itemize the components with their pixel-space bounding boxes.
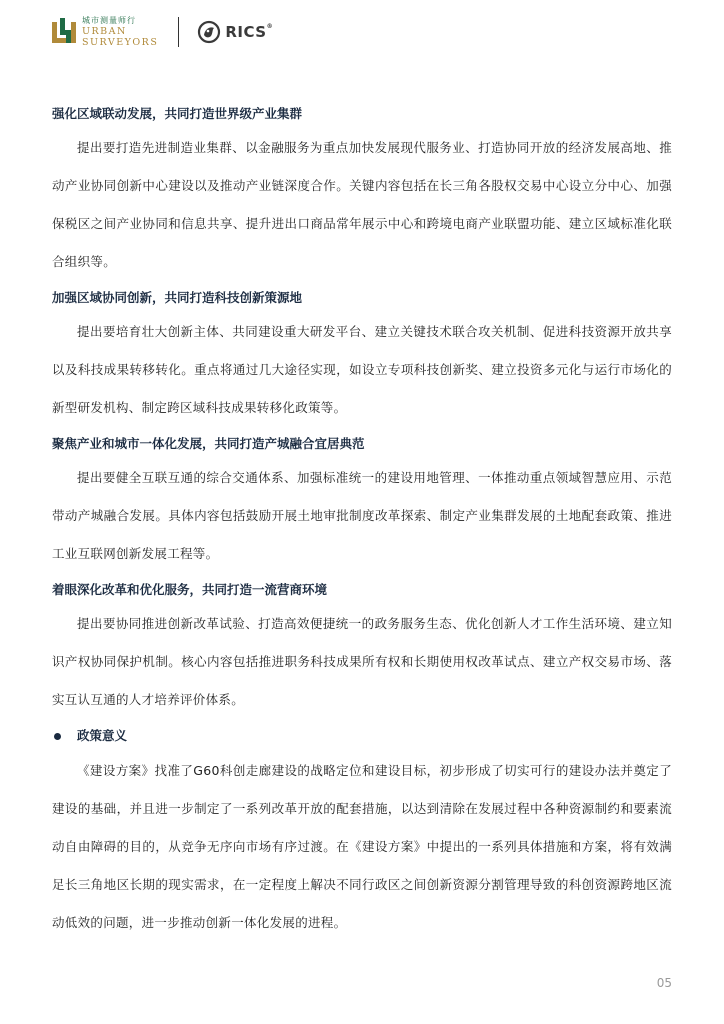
section-paragraph-3: 提出要健全互联互通的综合交通体系、加强标准统一的建设用地管理、一体推动重点领域智慧应用、示范带动产城融合发展。具体内容包括鼓励开展土地审批制度改革探索、制定产业集群发展的土地配套政策、推进工业互联网创新发展工程等。 [52,470,672,561]
header-divider [178,17,179,47]
rics-lion-icon [197,20,221,44]
bullet-heading-label: 政策意义 [77,728,128,743]
bullet-dot-icon [54,733,61,740]
policy-significance-paragraph: 《建设方案》找准了G60科创走廊建设的战略定位和建设目标，初步形成了切实可行的建设办法并奠定了建设的基础，并且进一步制定了一系列改革开放的配套措施，以达到清除在发展过程中各种资源制约和要素流动自由障碍的目的，从竞争无序向市场有序过渡。在《建设方案》中提出的一系列具体措施和方案，将有效满足长三角地区长期的现实需求，在一定程度上解决不同行政区之间创新资源分割管理导致的科创资源跨地区流动低效的问题，进一步推动创新一体化发展的进程。 [52,763,672,930]
rics-wordmark-text: RICS [225,23,267,41]
page-header [52,14,273,50]
rics-logo [197,20,273,44]
bullet-heading [52,725,672,747]
rics-trademark: ® [266,23,274,30]
section-paragraph-4: 提出要协同推进创新改革试验、打造高效便捷统一的政务服务生态、优化创新人才工作生活环境、建立知识产权协同保护机制。核心内容包括推进职务科技成果所有权和长期使用权改革试点、建立产权交易市场、落实互认互通的人才培养评价体系。 [52,616,672,707]
document-body [52,104,672,942]
rics-wordmark [225,23,273,41]
logo-chinese-name: 城市测量师行 [82,15,136,25]
section-heading-3: 聚焦产业和城市一体化发展，共同打造产城融合宜居典范 [52,436,365,451]
section-heading-1: 强化区域联动发展，共同打造世界级产业集群 [52,106,303,121]
urban-surveyors-logo-text [82,17,158,48]
urban-surveyors-logo-mark [52,18,76,46]
section-paragraph-1: 提出要打造先进制造业集群、以金融服务为重点加快发展现代服务业、打造协同开放的经济发展高地、推动产业协同创新中心建设以及推动产业链深度合作。关键内容包括在长三角各股权交易中心设立分中心、加强保税区之间产业协同和信息共享、提升进出口商品常年展示中心和跨境电商产业联盟功能、建立区域标准化联合组织等。 [52,140,672,269]
section-paragraph-2: 提出要培育壮大创新主体、共同建设重大研发平台、建立关键技术联合攻关机制、促进科技资源开放共享以及科技成果转移转化。重点将通过几大途径实现，如设立专项科技创新奖、建立投资多元化与运行市场化的新型研发机构、制定跨区域科技成果转移化政策等。 [52,324,672,415]
section-heading-4: 着眼深化改革和优化服务，共同打造一流营商环境 [52,582,328,597]
logo-english-line1: URBAN [82,25,127,37]
section-heading-2: 加强区域协同创新，共同打造科技创新策源地 [52,290,303,305]
page-number: 05 [656,976,672,990]
urban-surveyors-logo [52,17,158,48]
logo-english-line2: SURVEYORS [82,37,159,48]
